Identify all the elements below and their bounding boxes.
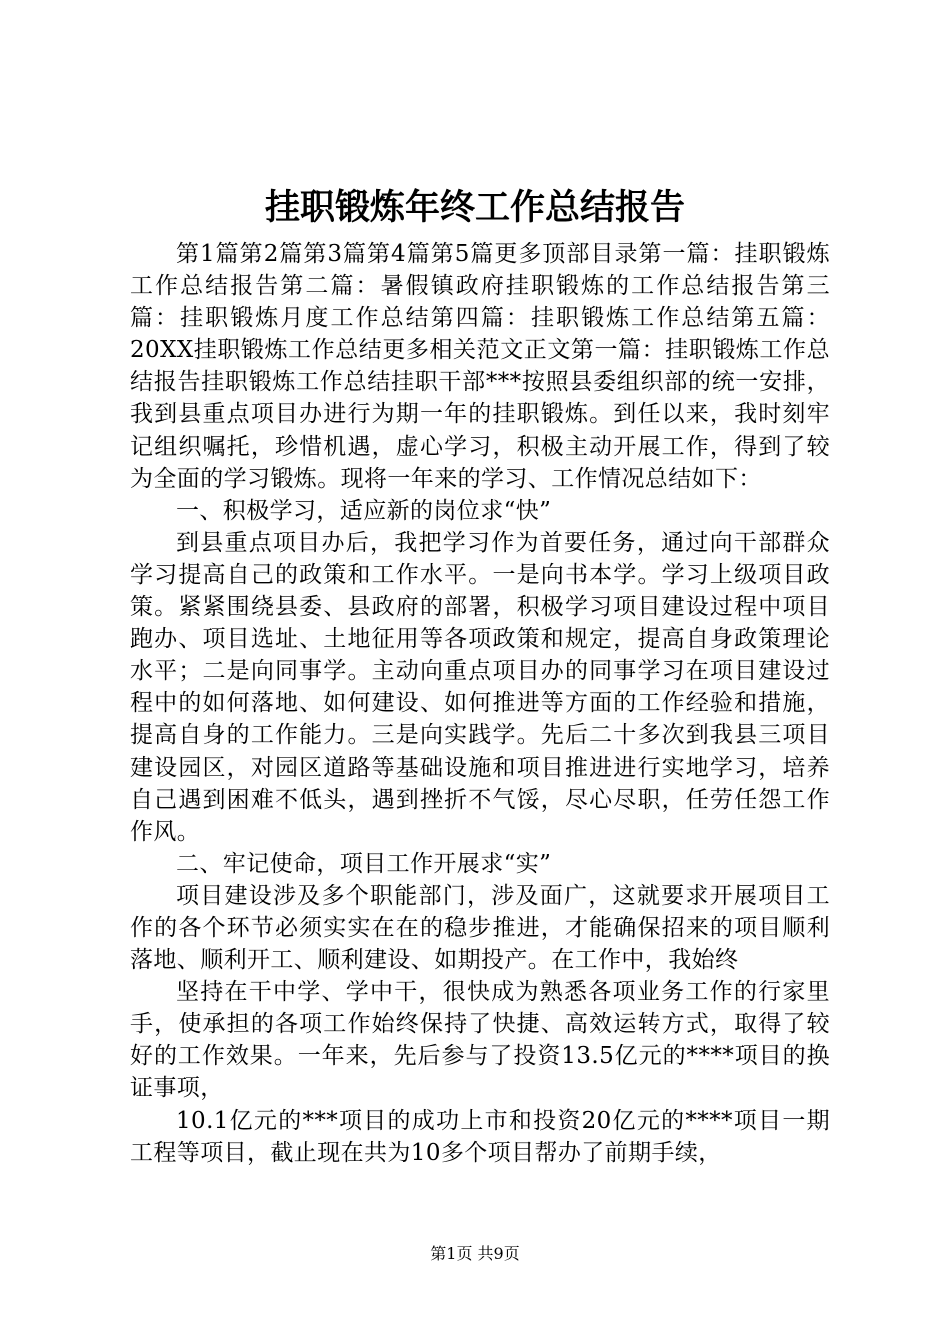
body-paragraph: 坚持在干中学、学中干，很快成为熟悉各项业务工作的行家里手，使承担的各项工作始终保持了快捷、高效运转方式，取得了较好的工作效果。一年来，先后参与了投资13.5亿元的****项目的换证事项， (130, 979, 830, 1102)
document-title: 挂职锻炼年终工作总结报告 (264, 187, 685, 228)
body-paragraph: 到县重点项目办后，我把学习作为首要任务，通过向干部群众学习提高自己的政策和工作水平。一是向书本学。学习上级项目政策。紧紧围绕县委、县政府的部署，积极学习项目建设过程中项目跑办、项目选址、土地征用等各项政策和规定，提高自身政策理论水平；二是向同事学。主动向重点项目办的同事学习在项目建设过程中的如何落地、如何建设、如何推进等方面的工作经验和措施，提高自身的工作能力。三是向实践学。先后二十多次到我县三项目建设园区，对园区道路等基础设施和项目推进进行实地学习，培养自己遇到困难不低头，遇到挫折不气馁，尽心尽职，任劳任怨工作作风。 (130, 529, 830, 845)
body-paragraph: 10.1亿元的***项目的成功上市和投资20亿元的****项目一期工程等项目，截止现在共为10多个项目帮办了前期手续， (130, 1107, 830, 1166)
body-paragraph: 项目建设涉及多个职能部门，涉及面广，这就要求开展项目工作的各个环节必须实实在在的稳步推进，才能确保招来的项目顺利落地、顺利开工、顺利建设、如期投产。在工作中，我始终 (130, 882, 830, 974)
intro-paragraph: 第1篇第2篇第3篇第4篇第5篇更多顶部目录第一篇：挂职锻炼工作总结报告第二篇：暑假镇政府挂职锻炼的工作总结报告第三篇：挂职锻炼月度工作总结第四篇：挂职锻炼工作总结第五篇：20XX挂职锻炼工作总结更多相关范文正文第一篇：挂职锻炼工作总结报告挂职锻炼工作总结挂职干部***按照县委组织部的统一安排，我到县重点项目办进行为期一年的挂职锻炼。到任以来，我时刻牢记组织嘱托，珍惜机遇，虚心学习，积极主动开展工作，得到了较为全面的学习锻炼。现将一年来的学习、工作情况总结如下： (130, 241, 830, 492)
document-body (130, 238, 830, 1169)
section-heading-2: 二、牢记使命，项目工作开展求“实” (176, 850, 552, 877)
page-footer: 第1页 共9页 (430, 1244, 520, 1263)
section-heading-1: 一、积极学习，适应新的岗位求“快” (176, 497, 552, 524)
